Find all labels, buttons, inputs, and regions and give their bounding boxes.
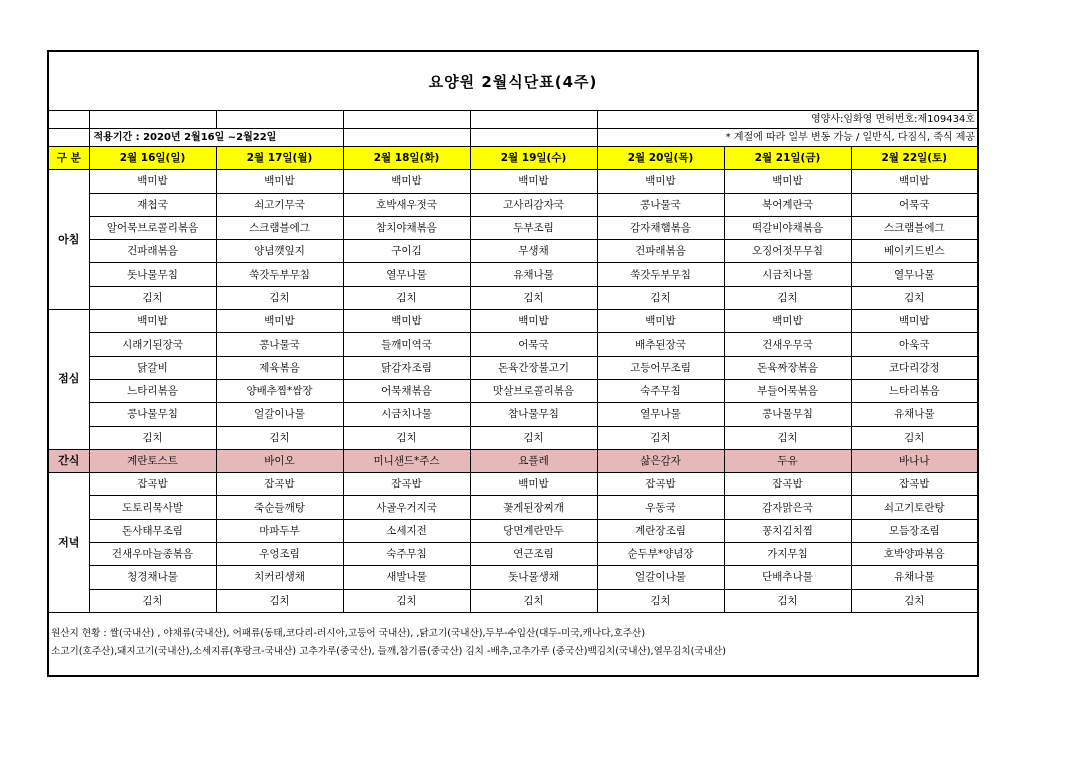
menu-item: 구이김: [343, 240, 470, 263]
menu-item: 백미밥: [597, 310, 724, 333]
menu-item: 돗나물무침: [89, 263, 216, 286]
breakfast-label: 아침: [49, 170, 89, 310]
menu-item: 사골우거지국: [343, 496, 470, 519]
snack-item: 바이오: [216, 449, 343, 472]
menu-item: 열무나물: [597, 403, 724, 426]
day-header: 2월 21일(금): [724, 147, 851, 170]
menu-item: 참나물무침: [470, 403, 597, 426]
snack-item: 삶은감자: [597, 449, 724, 472]
menu-item: 백미밥: [216, 170, 343, 193]
day-header: 2월 17일(월): [216, 147, 343, 170]
origin-footer: [49, 613, 977, 661]
menu-note: * 계절에 따라 일부 변동 가능 / 일반식, 다짐식, 죽식 제공: [597, 129, 977, 147]
menu-item: 돈사태무조림: [89, 519, 216, 542]
lunch-row: [49, 426, 977, 449]
snack-row: [49, 449, 977, 472]
menu-item: 김치: [851, 589, 977, 612]
menu-item: 돗나물생채: [470, 566, 597, 589]
menu-item: 김치: [343, 286, 470, 309]
menu-item: 잡곡밥: [89, 473, 216, 496]
dinner-row: [49, 589, 977, 612]
menu-item: 느타리볶음: [89, 379, 216, 402]
menu-item: 김치: [597, 589, 724, 612]
menu-item: 유채나물: [470, 263, 597, 286]
info-row-1: [49, 111, 977, 129]
day-header: 2월 20일(목): [597, 147, 724, 170]
menu-item: 백미밥: [89, 170, 216, 193]
lunch-row: [49, 310, 977, 333]
menu-item: 양배추찜*쌈장: [216, 379, 343, 402]
menu-item: 백미밥: [470, 310, 597, 333]
menu-item: 김치: [724, 589, 851, 612]
origin-line-2: 소고기(호주산),돼지고기(국내산),소세지류(후랑크-국내산) 고추가루(중국산), 들깨,참기름(중국산) 김치 -배추,고추가루 (중국산)백김치(국내산),열무김치(국내산): [51, 645, 726, 657]
menu-item: 마파두부: [216, 519, 343, 542]
page-title: 요양원 2월식단표(4주): [428, 72, 598, 91]
breakfast-row: [49, 240, 977, 263]
menu-item: 김치: [216, 589, 343, 612]
menu-item: 치커리생채: [216, 566, 343, 589]
menu-item: 김치: [470, 589, 597, 612]
menu-item: 김치: [216, 286, 343, 309]
menu-item: 참치야채볶음: [343, 216, 470, 239]
menu-item: 북어계란국: [724, 193, 851, 216]
menu-item: 두부조림: [470, 216, 597, 239]
menu-item: 순두부*양념장: [597, 543, 724, 566]
menu-item: 도토리묵사발: [89, 496, 216, 519]
dinner-row: [49, 496, 977, 519]
menu-item: 모듬장조림: [851, 519, 977, 542]
menu-item: 김치: [89, 589, 216, 612]
snack-item: 바나나: [851, 449, 977, 472]
menu-item: 유채나물: [851, 566, 977, 589]
menu-item: 우엉조림: [216, 543, 343, 566]
menu-item: 콩나물국: [216, 333, 343, 356]
menu-item: 백미밥: [343, 170, 470, 193]
menu-item: 스크램블에그: [216, 216, 343, 239]
menu-item: 무생채: [470, 240, 597, 263]
menu-item: 맛살브로콜리볶음: [470, 379, 597, 402]
menu-item: 제육볶음: [216, 356, 343, 379]
menu-item: 죽순들깨탕: [216, 496, 343, 519]
menu-item: 김치: [470, 426, 597, 449]
menu-item: 쑥갓두부무침: [597, 263, 724, 286]
menu-item: 김치: [597, 426, 724, 449]
menu-item: 고사리감자국: [470, 193, 597, 216]
menu-item: 청경채나물: [89, 566, 216, 589]
menu-item: 느타리볶음: [851, 379, 977, 402]
menu-item: 백미밥: [724, 310, 851, 333]
title-area: [49, 52, 977, 111]
menu-item: 쑥갓두부무침: [216, 263, 343, 286]
menu-item: 시금치나물: [343, 403, 470, 426]
menu-item: 새발나물: [343, 566, 470, 589]
menu-item: 스크램블에그: [851, 216, 977, 239]
breakfast-row: [49, 286, 977, 309]
menu-item: 들깨미역국: [343, 333, 470, 356]
menu-item: 건새우마늘종볶음: [89, 543, 216, 566]
menu-item: 김치: [724, 286, 851, 309]
menu-item: 백미밥: [851, 170, 977, 193]
menu-item: 잡곡밥: [724, 473, 851, 496]
menu-item: 쇠고기무국: [216, 193, 343, 216]
menu-item: 백미밥: [470, 170, 597, 193]
menu-item: 시금치나물: [724, 263, 851, 286]
menu-item: 코다리강정: [851, 356, 977, 379]
menu-item: 백미밥: [343, 310, 470, 333]
menu-item: 당면계란만두: [470, 519, 597, 542]
menu-item: 닭갈비: [89, 356, 216, 379]
menu-item: 베이키드빈스: [851, 240, 977, 263]
dinner-row: [49, 566, 977, 589]
menu-table: [49, 111, 977, 613]
menu-item: 김치: [724, 426, 851, 449]
menu-item: 부들어묵볶음: [724, 379, 851, 402]
menu-item: 백미밥: [597, 170, 724, 193]
menu-item: 양념깻잎지: [216, 240, 343, 263]
menu-item: 어묵국: [470, 333, 597, 356]
menu-item: 백미밥: [724, 170, 851, 193]
breakfast-row: [49, 216, 977, 239]
menu-item: 김치: [470, 286, 597, 309]
menu-item: 배추된장국: [597, 333, 724, 356]
menu-item: 호박양파볶음: [851, 543, 977, 566]
menu-item: 잡곡밥: [343, 473, 470, 496]
menu-sheet: [47, 50, 979, 677]
snack-label: 간식: [49, 449, 89, 472]
menu-item: 숙주무침: [343, 543, 470, 566]
menu-item: 돈육간장불고기: [470, 356, 597, 379]
menu-item: 고등어무조림: [597, 356, 724, 379]
lunch-row: [49, 379, 977, 402]
menu-item: 소세지전: [343, 519, 470, 542]
period-info: 적용기간 : 2020년 2월16일 ~2월22일: [89, 129, 343, 147]
dinner-row: [49, 473, 977, 496]
menu-item: 얼갈이나물: [597, 566, 724, 589]
menu-item: 김치: [851, 286, 977, 309]
dinner-row: [49, 543, 977, 566]
menu-item: 알어묵브로콜리볶음: [89, 216, 216, 239]
menu-item: 감자맑은국: [724, 496, 851, 519]
menu-item: 건새우무국: [724, 333, 851, 356]
menu-item: 우동국: [597, 496, 724, 519]
header-row: [49, 147, 977, 170]
menu-item: 백미밥: [851, 310, 977, 333]
menu-item: 연근조림: [470, 543, 597, 566]
dinner-label: 저녁: [49, 473, 89, 613]
menu-item: 꽃게된장찌개: [470, 496, 597, 519]
header-label: 구 분: [49, 147, 89, 170]
menu-item: 콩나물국: [597, 193, 724, 216]
menu-item: 백미밥: [470, 473, 597, 496]
menu-item: 시래기된장국: [89, 333, 216, 356]
menu-item: 잡곡밥: [597, 473, 724, 496]
dinner-row: [49, 519, 977, 542]
snack-item: 요플레: [470, 449, 597, 472]
menu-item: 김치: [89, 286, 216, 309]
snack-item: 계란토스트: [89, 449, 216, 472]
menu-item: 얼갈이나물: [216, 403, 343, 426]
menu-item: 단배추나물: [724, 566, 851, 589]
menu-item: 백미밥: [89, 310, 216, 333]
menu-item: 백미밥: [216, 310, 343, 333]
menu-item: 콩나물무침: [724, 403, 851, 426]
menu-item: 건파래볶음: [597, 240, 724, 263]
info-row-2: [49, 129, 977, 147]
menu-item: 재첩국: [89, 193, 216, 216]
snack-item: 두유: [724, 449, 851, 472]
menu-item: 열무나물: [343, 263, 470, 286]
snack-item: 미니샌드*주스: [343, 449, 470, 472]
menu-item: 김치: [597, 286, 724, 309]
menu-item: 쇠고기토란탕: [851, 496, 977, 519]
day-header: 2월 19일(수): [470, 147, 597, 170]
menu-item: 아욱국: [851, 333, 977, 356]
day-header: 2월 16일(일): [89, 147, 216, 170]
menu-item: 김치: [343, 589, 470, 612]
lunch-row: [49, 403, 977, 426]
menu-item: 호박새우젓국: [343, 193, 470, 216]
menu-item: 열무나물: [851, 263, 977, 286]
menu-item: 김치: [343, 426, 470, 449]
menu-item: 김치: [89, 426, 216, 449]
menu-item: 어묵채볶음: [343, 379, 470, 402]
day-header: 2월 22일(토): [851, 147, 977, 170]
origin-line-1: 원산지 현황 : 쌀(국내산) , 야채류(국내산), 어패류(동태,코다리-러시아,고등어 국내산), ,닭고기(국내산),두부-수입산(대두-미국,캐나다,호주산): [51, 627, 646, 639]
menu-item: 콩나물무침: [89, 403, 216, 426]
lunch-label: 점심: [49, 310, 89, 450]
menu-item: 가지무침: [724, 543, 851, 566]
menu-item: 닭감자조림: [343, 356, 470, 379]
menu-item: 어묵국: [851, 193, 977, 216]
menu-item: 김치: [851, 426, 977, 449]
menu-item: 김치: [216, 426, 343, 449]
breakfast-row: [49, 263, 977, 286]
dietitian-info: 영양사:임화영 면허번호:제109434호: [597, 111, 977, 129]
menu-item: 꽁치김치찜: [724, 519, 851, 542]
breakfast-row: [49, 170, 977, 193]
menu-item: 오징어젓무무침: [724, 240, 851, 263]
day-header: 2월 18일(화): [343, 147, 470, 170]
lunch-row: [49, 356, 977, 379]
menu-item: 숙주무침: [597, 379, 724, 402]
menu-item: 건파래볶음: [89, 240, 216, 263]
menu-item: 계란장조림: [597, 519, 724, 542]
lunch-row: [49, 333, 977, 356]
menu-item: 떡갈비야채볶음: [724, 216, 851, 239]
menu-item: 잡곡밥: [216, 473, 343, 496]
menu-item: 감자채햄볶음: [597, 216, 724, 239]
menu-item: 잡곡밥: [851, 473, 977, 496]
menu-item: 유채나물: [851, 403, 977, 426]
menu-item: 돈육짜장볶음: [724, 356, 851, 379]
breakfast-row: [49, 193, 977, 216]
